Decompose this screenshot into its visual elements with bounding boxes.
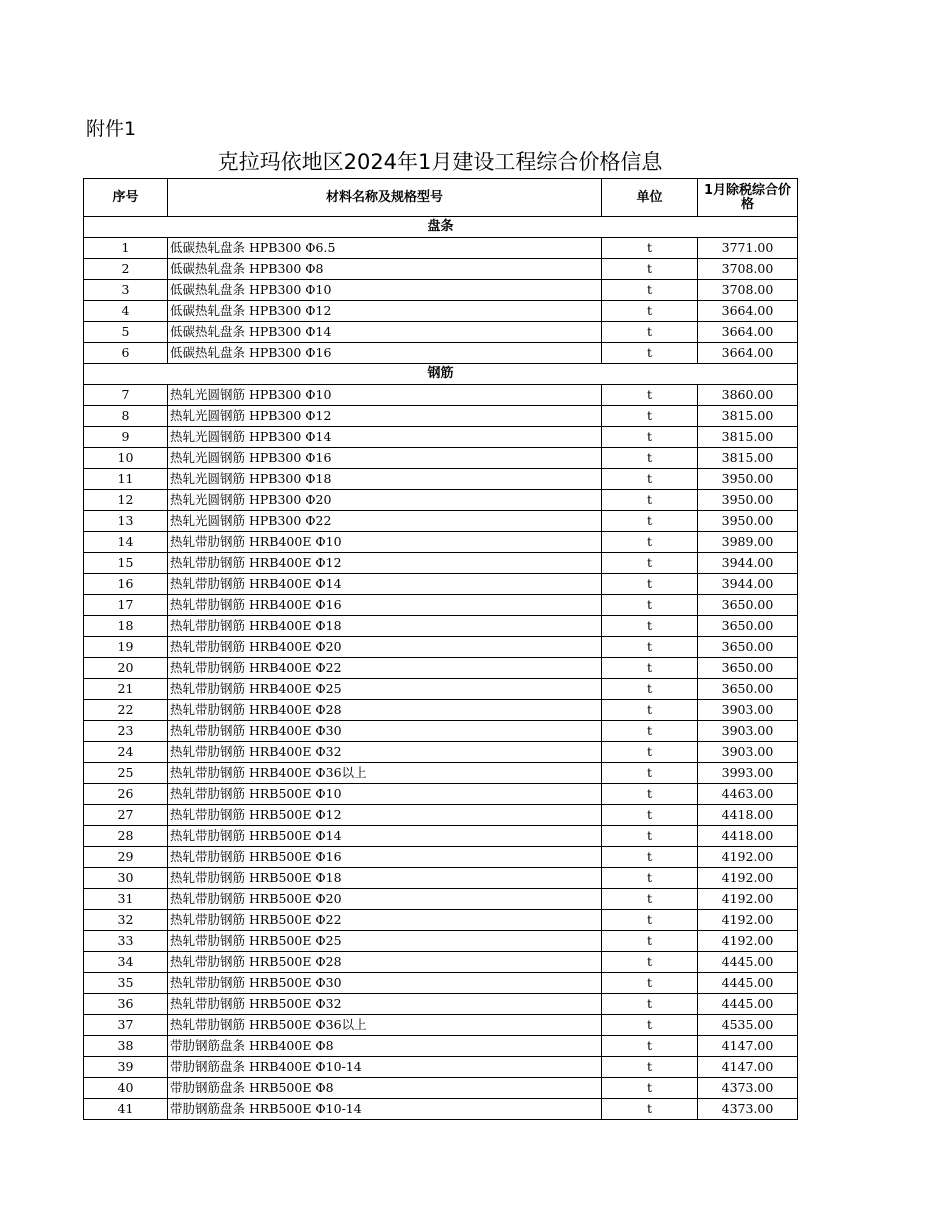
section-title: 钢筋 xyxy=(84,364,798,385)
row-index: 16 xyxy=(84,574,168,595)
row-unit: t xyxy=(602,658,698,679)
row-index: 24 xyxy=(84,742,168,763)
row-price: 3815.00 xyxy=(698,427,798,448)
section-row xyxy=(84,364,798,385)
row-material: 热轧光圆钢筋 HPB300 Φ12 xyxy=(168,406,602,427)
row-unit: t xyxy=(602,280,698,301)
page-title: 克拉玛依地区2024年1月建设工程综合价格信息 xyxy=(217,150,663,174)
row-unit: t xyxy=(602,448,698,469)
table-header-row xyxy=(84,179,798,217)
row-price: 4463.00 xyxy=(698,784,798,805)
row-index: 39 xyxy=(84,1057,168,1078)
header-material: 材料名称及规格型号 xyxy=(168,179,602,217)
row-unit: t xyxy=(602,910,698,931)
row-index: 1 xyxy=(84,238,168,259)
row-price: 3944.00 xyxy=(698,553,798,574)
row-unit: t xyxy=(602,238,698,259)
row-index: 40 xyxy=(84,1078,168,1099)
row-index: 19 xyxy=(84,637,168,658)
table-row xyxy=(84,343,798,364)
row-material: 热轧带肋钢筋 HRB500E Φ18 xyxy=(168,868,602,889)
table-row xyxy=(84,469,798,490)
row-price: 4192.00 xyxy=(698,931,798,952)
table-row xyxy=(84,868,798,889)
table-row xyxy=(84,1015,798,1036)
table-row xyxy=(84,532,798,553)
table-row xyxy=(84,994,798,1015)
row-material: 热轧带肋钢筋 HRB400E Φ25 xyxy=(168,679,602,700)
row-index: 11 xyxy=(84,469,168,490)
table-row xyxy=(84,637,798,658)
row-index: 36 xyxy=(84,994,168,1015)
row-price: 3771.00 xyxy=(698,238,798,259)
row-material: 热轧带肋钢筋 HRB400E Φ32 xyxy=(168,742,602,763)
table-row xyxy=(84,658,798,679)
row-unit: t xyxy=(602,490,698,511)
row-unit: t xyxy=(602,1057,698,1078)
table-row xyxy=(84,301,798,322)
row-unit: t xyxy=(602,532,698,553)
row-unit: t xyxy=(602,1078,698,1099)
row-index: 8 xyxy=(84,406,168,427)
row-material: 热轧带肋钢筋 HRB400E Φ18 xyxy=(168,616,602,637)
row-unit: t xyxy=(602,1015,698,1036)
row-material: 热轧带肋钢筋 HRB500E Φ12 xyxy=(168,805,602,826)
row-unit: t xyxy=(602,994,698,1015)
row-price: 3903.00 xyxy=(698,700,798,721)
table-row xyxy=(84,1099,798,1120)
table-row xyxy=(84,721,798,742)
row-index: 13 xyxy=(84,511,168,532)
table-row xyxy=(84,427,798,448)
row-material: 热轧光圆钢筋 HPB300 Φ18 xyxy=(168,469,602,490)
table-row xyxy=(84,1057,798,1078)
row-material: 低碳热轧盘条 HPB300 Φ12 xyxy=(168,301,602,322)
row-price: 3664.00 xyxy=(698,322,798,343)
row-unit: t xyxy=(602,742,698,763)
section-title: 盘条 xyxy=(84,217,798,238)
row-price: 3950.00 xyxy=(698,511,798,532)
table-row xyxy=(84,973,798,994)
table-row xyxy=(84,805,798,826)
row-index: 15 xyxy=(84,553,168,574)
row-unit: t xyxy=(602,973,698,994)
row-material: 热轧带肋钢筋 HRB400E Φ16 xyxy=(168,595,602,616)
row-price: 3650.00 xyxy=(698,658,798,679)
table-row xyxy=(84,553,798,574)
table-row xyxy=(84,784,798,805)
row-material: 低碳热轧盘条 HPB300 Φ6.5 xyxy=(168,238,602,259)
table-row xyxy=(84,490,798,511)
header-unit: 单位 xyxy=(602,179,698,217)
row-unit: t xyxy=(602,826,698,847)
row-material: 热轧光圆钢筋 HPB300 Φ16 xyxy=(168,448,602,469)
table-row xyxy=(84,952,798,973)
table-row xyxy=(84,259,798,280)
row-price: 3650.00 xyxy=(698,616,798,637)
row-material: 热轧带肋钢筋 HRB500E Φ20 xyxy=(168,889,602,910)
table-row xyxy=(84,931,798,952)
row-material: 热轧带肋钢筋 HRB500E Φ30 xyxy=(168,973,602,994)
row-material: 热轧带肋钢筋 HRB400E Φ20 xyxy=(168,637,602,658)
row-index: 22 xyxy=(84,700,168,721)
price-table xyxy=(83,178,798,1120)
table-row xyxy=(84,1078,798,1099)
row-unit: t xyxy=(602,679,698,700)
row-index: 3 xyxy=(84,280,168,301)
row-index: 6 xyxy=(84,343,168,364)
row-material: 热轧带肋钢筋 HRB500E Φ25 xyxy=(168,931,602,952)
row-price: 4192.00 xyxy=(698,910,798,931)
row-index: 34 xyxy=(84,952,168,973)
row-unit: t xyxy=(602,889,698,910)
row-index: 7 xyxy=(84,385,168,406)
row-material: 低碳热轧盘条 HPB300 Φ16 xyxy=(168,343,602,364)
row-price: 3950.00 xyxy=(698,469,798,490)
row-index: 4 xyxy=(84,301,168,322)
attachment-label: 附件1 xyxy=(86,118,137,140)
row-price: 4192.00 xyxy=(698,868,798,889)
row-price: 3860.00 xyxy=(698,385,798,406)
row-unit: t xyxy=(602,301,698,322)
row-material: 热轧带肋钢筋 HRB500E Φ32 xyxy=(168,994,602,1015)
row-material: 热轧带肋钢筋 HRB400E Φ10 xyxy=(168,532,602,553)
row-material: 带肋钢筋盘条 HRB400E Φ8 xyxy=(168,1036,602,1057)
table-row xyxy=(84,238,798,259)
row-unit: t xyxy=(602,1099,698,1120)
header-index: 序号 xyxy=(84,179,168,217)
row-price: 3989.00 xyxy=(698,532,798,553)
row-index: 28 xyxy=(84,826,168,847)
table-row xyxy=(84,700,798,721)
row-unit: t xyxy=(602,931,698,952)
row-price: 3708.00 xyxy=(698,259,798,280)
table-row xyxy=(84,910,798,931)
row-index: 38 xyxy=(84,1036,168,1057)
row-index: 9 xyxy=(84,427,168,448)
header-price: 1月除税综合价格 xyxy=(698,179,798,217)
table-row xyxy=(84,322,798,343)
row-price: 3903.00 xyxy=(698,721,798,742)
row-price: 4192.00 xyxy=(698,889,798,910)
row-index: 37 xyxy=(84,1015,168,1036)
row-material: 热轧带肋钢筋 HRB500E Φ36以上 xyxy=(168,1015,602,1036)
table-row xyxy=(84,889,798,910)
row-price: 3650.00 xyxy=(698,637,798,658)
table-row xyxy=(84,448,798,469)
row-index: 10 xyxy=(84,448,168,469)
row-index: 5 xyxy=(84,322,168,343)
table-row xyxy=(84,826,798,847)
row-unit: t xyxy=(602,805,698,826)
row-material: 低碳热轧盘条 HPB300 Φ14 xyxy=(168,322,602,343)
row-index: 2 xyxy=(84,259,168,280)
row-material: 热轧带肋钢筋 HRB400E Φ14 xyxy=(168,574,602,595)
row-price: 3815.00 xyxy=(698,406,798,427)
row-unit: t xyxy=(602,868,698,889)
row-index: 33 xyxy=(84,931,168,952)
row-index: 12 xyxy=(84,490,168,511)
row-index: 41 xyxy=(84,1099,168,1120)
row-index: 23 xyxy=(84,721,168,742)
row-price: 3664.00 xyxy=(698,301,798,322)
table-row xyxy=(84,574,798,595)
table-row xyxy=(84,616,798,637)
row-price: 4418.00 xyxy=(698,826,798,847)
table-row xyxy=(84,511,798,532)
row-material: 带肋钢筋盘条 HRB400E Φ10-14 xyxy=(168,1057,602,1078)
row-index: 18 xyxy=(84,616,168,637)
row-material: 热轧带肋钢筋 HRB400E Φ28 xyxy=(168,700,602,721)
row-price: 3993.00 xyxy=(698,763,798,784)
row-index: 30 xyxy=(84,868,168,889)
table-body xyxy=(84,217,798,1120)
row-unit: t xyxy=(602,595,698,616)
row-index: 31 xyxy=(84,889,168,910)
row-material: 热轧带肋钢筋 HRB400E Φ36以上 xyxy=(168,763,602,784)
row-price: 4147.00 xyxy=(698,1036,798,1057)
row-unit: t xyxy=(602,721,698,742)
table-row xyxy=(84,406,798,427)
row-unit: t xyxy=(602,553,698,574)
row-material: 热轧光圆钢筋 HPB300 Φ10 xyxy=(168,385,602,406)
table-row xyxy=(84,1036,798,1057)
row-unit: t xyxy=(602,763,698,784)
row-material: 热轧带肋钢筋 HRB400E Φ12 xyxy=(168,553,602,574)
row-unit: t xyxy=(602,322,698,343)
table-row xyxy=(84,595,798,616)
row-index: 27 xyxy=(84,805,168,826)
table-row xyxy=(84,763,798,784)
row-material: 热轧带肋钢筋 HRB400E Φ30 xyxy=(168,721,602,742)
row-index: 21 xyxy=(84,679,168,700)
row-unit: t xyxy=(602,469,698,490)
row-price: 4535.00 xyxy=(698,1015,798,1036)
row-material: 热轧光圆钢筋 HPB300 Φ22 xyxy=(168,511,602,532)
row-price: 3950.00 xyxy=(698,490,798,511)
row-unit: t xyxy=(602,343,698,364)
row-index: 32 xyxy=(84,910,168,931)
row-unit: t xyxy=(602,637,698,658)
row-price: 3903.00 xyxy=(698,742,798,763)
row-index: 14 xyxy=(84,532,168,553)
row-material: 热轧带肋钢筋 HRB400E Φ22 xyxy=(168,658,602,679)
row-index: 26 xyxy=(84,784,168,805)
row-unit: t xyxy=(602,574,698,595)
row-index: 17 xyxy=(84,595,168,616)
row-price: 4373.00 xyxy=(698,1099,798,1120)
row-price: 3708.00 xyxy=(698,280,798,301)
section-row xyxy=(84,217,798,238)
row-material: 低碳热轧盘条 HPB300 Φ10 xyxy=(168,280,602,301)
row-unit: t xyxy=(602,511,698,532)
row-unit: t xyxy=(602,784,698,805)
table-row xyxy=(84,385,798,406)
row-index: 35 xyxy=(84,973,168,994)
row-unit: t xyxy=(602,1036,698,1057)
row-material: 热轧带肋钢筋 HRB500E Φ28 xyxy=(168,952,602,973)
row-price: 4445.00 xyxy=(698,973,798,994)
row-material: 热轧带肋钢筋 HRB500E Φ14 xyxy=(168,826,602,847)
row-price: 3650.00 xyxy=(698,595,798,616)
table-row xyxy=(84,742,798,763)
table-row xyxy=(84,280,798,301)
row-material: 热轧光圆钢筋 HPB300 Φ14 xyxy=(168,427,602,448)
row-unit: t xyxy=(602,616,698,637)
row-material: 热轧光圆钢筋 HPB300 Φ20 xyxy=(168,490,602,511)
row-price: 4373.00 xyxy=(698,1078,798,1099)
row-material: 热轧带肋钢筋 HRB500E Φ10 xyxy=(168,784,602,805)
row-price: 3944.00 xyxy=(698,574,798,595)
row-unit: t xyxy=(602,847,698,868)
row-index: 20 xyxy=(84,658,168,679)
table-row xyxy=(84,679,798,700)
row-unit: t xyxy=(602,406,698,427)
row-price: 3650.00 xyxy=(698,679,798,700)
row-material: 带肋钢筋盘条 HRB500E Φ8 xyxy=(168,1078,602,1099)
row-unit: t xyxy=(602,259,698,280)
row-material: 低碳热轧盘条 HPB300 Φ8 xyxy=(168,259,602,280)
row-index: 25 xyxy=(84,763,168,784)
table-row xyxy=(84,847,798,868)
row-material: 热轧带肋钢筋 HRB500E Φ22 xyxy=(168,910,602,931)
row-price: 4147.00 xyxy=(698,1057,798,1078)
row-unit: t xyxy=(602,385,698,406)
row-material: 热轧带肋钢筋 HRB500E Φ16 xyxy=(168,847,602,868)
row-price: 4192.00 xyxy=(698,847,798,868)
row-price: 4445.00 xyxy=(698,952,798,973)
row-index: 29 xyxy=(84,847,168,868)
row-price: 3664.00 xyxy=(698,343,798,364)
row-price: 4445.00 xyxy=(698,994,798,1015)
row-material: 带肋钢筋盘条 HRB500E Φ10-14 xyxy=(168,1099,602,1120)
row-unit: t xyxy=(602,700,698,721)
row-price: 4418.00 xyxy=(698,805,798,826)
row-unit: t xyxy=(602,952,698,973)
row-price: 3815.00 xyxy=(698,448,798,469)
row-unit: t xyxy=(602,427,698,448)
